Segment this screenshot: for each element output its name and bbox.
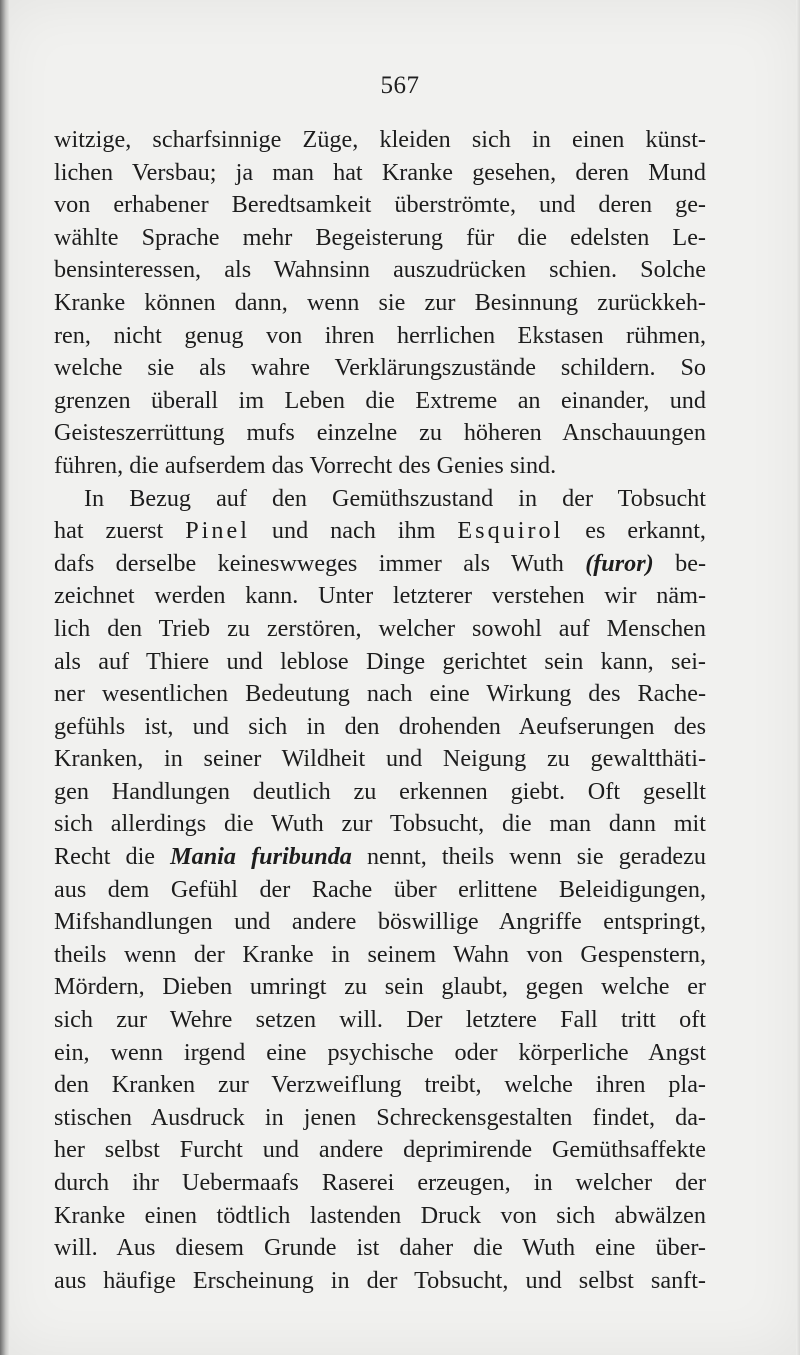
latin-term-mania-furibunda: Mania furibunda bbox=[170, 843, 352, 871]
text-line: den Kranken zur Verzweiflung treibt, welche ihren pla- bbox=[54, 1071, 706, 1099]
text-line: aus häufige Erscheinung in der Tobsucht, und selbst sanft- bbox=[54, 1266, 706, 1294]
text-line: lich den Trieb zu zerstören, welcher sowohl auf Menschen bbox=[54, 614, 706, 642]
text-line: zeichnet werden kann. Unter letzterer verstehen wir näm- bbox=[54, 582, 706, 610]
text-line: durch ihr Uebermaafs Raserei erzeugen, in welcher der bbox=[54, 1169, 706, 1196]
author-name-pinel: Pinel bbox=[185, 517, 250, 545]
text-line: witzige, scharfsinnige Züge, kleiden sich in einen künst- bbox=[54, 126, 706, 153]
paragraph-end-line: führen, die aufserdem das Vorrecht des Genies sind. bbox=[54, 451, 557, 479]
text-line: Geisteszerrüttung mufs einzelne zu höheren Anschauungen bbox=[54, 419, 706, 447]
text-line: grenzen überall im Leben die Extreme an einander, und bbox=[54, 386, 706, 414]
line-segment: nennt, theils wenn sie geradezu bbox=[351, 843, 706, 871]
line-segment: Recht die bbox=[54, 843, 171, 871]
text-line: aus dem Gefühl der Rache über erlittene Beleidigungen, bbox=[54, 875, 706, 903]
text-line: lichen Versbau; ja man hat Kranke gesehen, deren Mund bbox=[54, 158, 706, 186]
text-line: wählte Sprache mehr Begeisterung für die edelsten Le- bbox=[54, 223, 706, 251]
text-line: gefühls ist, und sich in den drohenden Aeufserungen des bbox=[54, 712, 706, 740]
latin-term-furor: (furor) bbox=[585, 549, 654, 577]
body-text bbox=[54, 124, 706, 1297]
text-line: Mördern, Dieben umringt zu sein glaubt, gegen welche er bbox=[54, 973, 706, 1001]
line-segment: be- bbox=[653, 549, 706, 577]
text-line: will. Aus diesem Grunde ist daher die Wuth eine über- bbox=[54, 1234, 706, 1262]
paragraph-start-line: In Bezug auf den Gemüthszustand in der Tobsucht bbox=[84, 484, 706, 512]
text-line: Kranke können dann, wenn sie zur Besinnung zurückkeh- bbox=[54, 288, 706, 316]
text-line: Mifshandlungen und andere böswillige Angriffe entspringt, bbox=[54, 908, 706, 936]
text-line: sich zur Wehre setzen will. Der letztere Fall tritt oft bbox=[54, 1006, 706, 1034]
line-segment: hat zuerst bbox=[54, 517, 186, 545]
text-line: gen Handlungen deutlich zu erkennen giebt. Oft gesellt bbox=[54, 777, 706, 805]
text-line: Kranken, in seiner Wildheit und Neigung zu gewaltthäti- bbox=[54, 745, 706, 773]
author-name-esquirol: Esquirol bbox=[457, 517, 564, 545]
text-line: sich allerdings die Wuth zur Tobsucht, die man dann mit bbox=[54, 810, 706, 838]
text-line: als auf Thiere und leblose Dinge gerichtet sein kann, sei- bbox=[54, 647, 706, 675]
line-segment: dafs derselbe keineswweges immer als Wuth bbox=[54, 549, 586, 577]
text-line: ner wesentlichen Bedeutung nach eine Wirkung des Rache- bbox=[54, 680, 706, 708]
page-binding-edge bbox=[0, 0, 10, 1355]
line-segment: es erkannt, bbox=[563, 517, 706, 545]
text-line: bensinteressen, als Wahnsinn auszudrücken schien. Solche bbox=[54, 256, 706, 284]
text-line: ren, nicht genug von ihren herrlichen Ekstasen rühmen, bbox=[54, 321, 706, 349]
line-segment: und nach ihm bbox=[249, 517, 458, 545]
text-line-with-term bbox=[54, 841, 706, 874]
page-right-edge bbox=[796, 0, 800, 1355]
text-line: ein, wenn irgend eine psychische oder körperliche Angst bbox=[54, 1038, 706, 1066]
text-line-with-term bbox=[54, 548, 706, 581]
text-line: welche sie als wahre Verklärungszustände schildern. So bbox=[54, 354, 706, 382]
page-number: 567 bbox=[380, 72, 420, 99]
text-line: Kranke einen tödtlich lastenden Druck von sich abwälzen bbox=[54, 1201, 706, 1229]
text-line: her selbst Furcht und andere deprimirende Gemüthsaffekte bbox=[54, 1136, 706, 1164]
text-line: stischen Ausdruck in jenen Schreckensgestalten findet, da- bbox=[54, 1103, 706, 1131]
text-line-with-names bbox=[54, 515, 706, 548]
text-line: von erhabener Beredtsamkeit überströmte, und deren ge- bbox=[54, 191, 706, 219]
text-line: theils wenn der Kranke in seinem Wahn von Gespenstern, bbox=[54, 940, 706, 968]
